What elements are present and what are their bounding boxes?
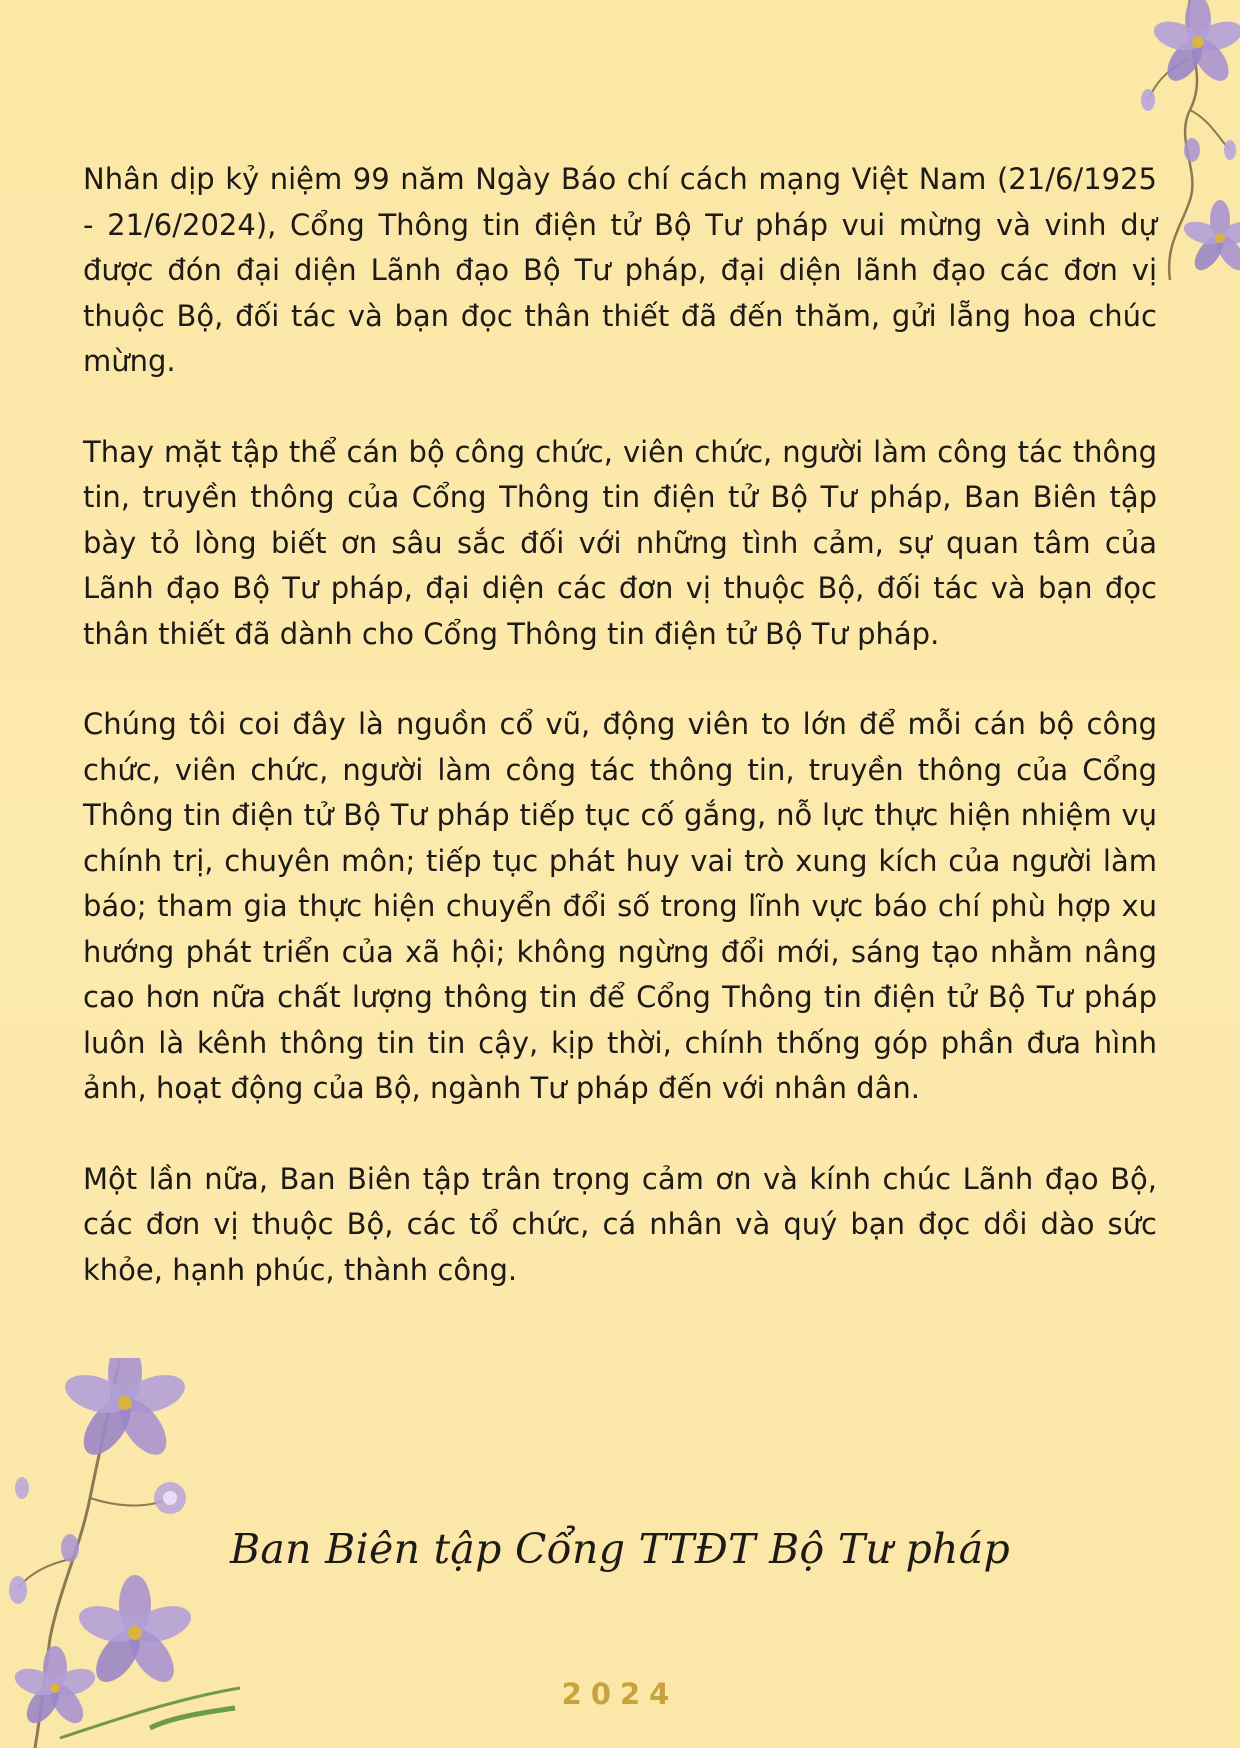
paragraph-3: Chúng tôi coi đây là nguồn cổ vũ, động viên to lớn để mỗi cán bộ công chức, viên chức, người làm công tác thông tin, truyền thông của Cổng Thông tin điện tử Bộ Tư pháp tiếp tục cố gắng, nỗ lực thực hiện nhiệm vụ chính trị, chuyên môn; tiếp tục phát huy vai trò xung kích của người làm báo; tham gia thực hiện chuyển đổi số trong lĩnh vực báo chí phù hợp xu hướng phát triển của xã hội; không ngừng đổi mới, sáng tạo nhằm nâng cao hơn nữa chất lượng thông tin để Cổng Thông tin điện tử Bộ Tư pháp luôn là kênh thông tin tin cậy, kịp thời, chính thống góp phần đưa hình ảnh, hoạt động của Bộ, ngành Tư pháp đến với nhân dân. <box>83 707 1157 1105</box>
year-label: 2024 <box>561 1677 679 1711</box>
paragraph-2: Thay mặt tập thể cán bộ công chức, viên chức, người làm công tác thông tin, truyền thông của Cổng Thông tin điện tử Bộ Tư pháp, Ban Biên tập bày tỏ lòng biết ơn sâu sắc đối với những tình cảm, sự quan tâm của Lãnh đạo Bộ Tư pháp, đại diện các đơn vị thuộc Bộ, đối tác và bạn đọc thân thiết đã dành cho Cổng Thông tin điện tử Bộ Tư pháp. <box>83 434 1157 651</box>
paragraph-1: Nhân dịp kỷ niệm 99 năm Ngày Báo chí cách mạng Việt Nam (21/6/1925 - 21/6/2024), Cổng Thông tin điện tử Bộ Tư pháp vui mừng và vinh dự được đón đại diện Lãnh đạo Bộ Tư pháp, đại diện lãnh đạo các đơn vị thuộc Bộ, đối tác và bạn đọc thân thiết đã đến thăm, gửi lẵng hoa chúc mừng. <box>83 162 1157 378</box>
letter-body <box>83 157 1157 1293</box>
paragraph-4: Một lần nữa, Ban Biên tập trân trọng cảm ơn và kính chúc Lãnh đạo Bộ, các đơn vị thuộc Bộ, các tổ chức, cá nhân và quý bạn đọc dồi dào sức khỏe, hạnh phúc, thành công. <box>83 1161 1157 1287</box>
signature: Ban Biên tập Cổng TTĐT Bộ Tư pháp <box>229 1525 1011 1573</box>
